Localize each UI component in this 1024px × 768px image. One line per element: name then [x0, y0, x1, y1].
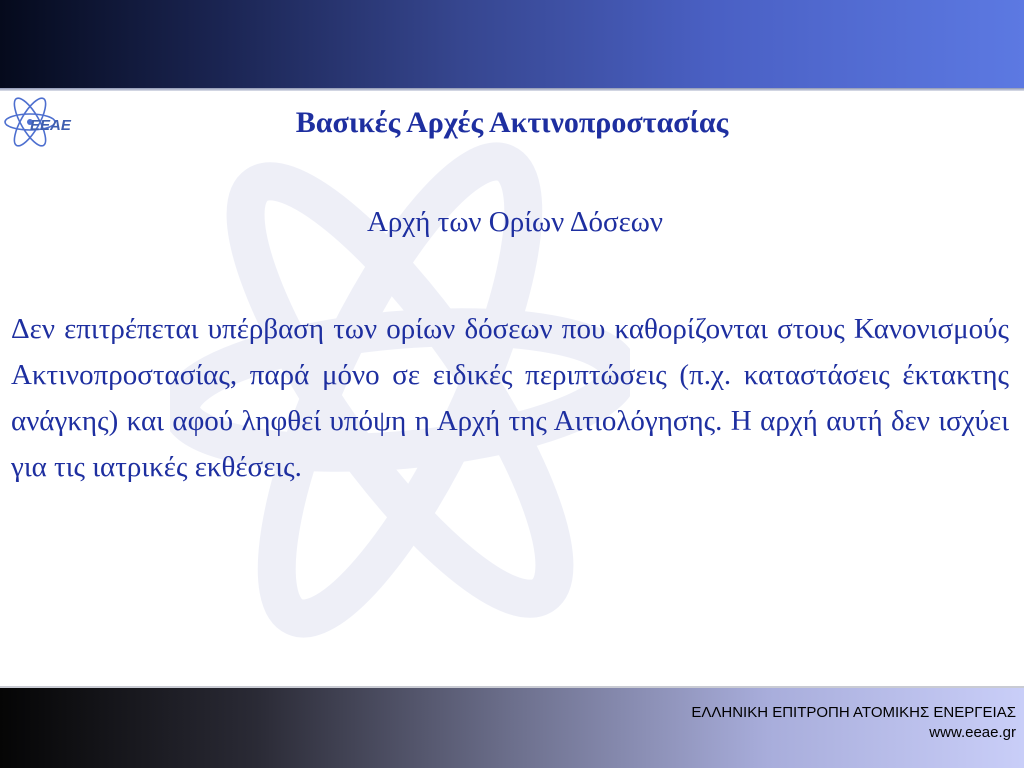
footer-band: [0, 688, 1024, 768]
slide-subtitle: Αρχή των Ορίων Δόσεων: [366, 206, 664, 238]
header-band: [0, 0, 1024, 88]
footer-organization: ΕΛΛΗΝΙΚΗ ΕΠΙΤΡΟΠΗ ΑΤΟΜΙΚΗΣ ΕΝΕΡΓΕΙΑΣ: [691, 704, 1016, 721]
slide-body-text: Δεν επιτρέπεται υπέρβαση των ορίων δόσεων που καθορίζονται στους Κανονισμούς Ακτινοπροστασίας, παρά μόνο σε ειδικές περιπτώσεις (π.χ. καταστάσεις έκτακτης ανάγκης) και αφού ληφθεί υπόψη η Αρχή της Αιτιολόγησης. Η αρχή αυτή δεν ισχύει για τις ιατρικές εκθέσεις.: [11, 313, 1009, 483]
slide-title: Βασικές Αρχές Ακτινοπροστασίας: [295, 106, 729, 139]
header-divider: [0, 88, 1024, 91]
footer-url: www.eeae.gr: [929, 724, 1016, 741]
logo-text: EEAE: [30, 117, 71, 134]
